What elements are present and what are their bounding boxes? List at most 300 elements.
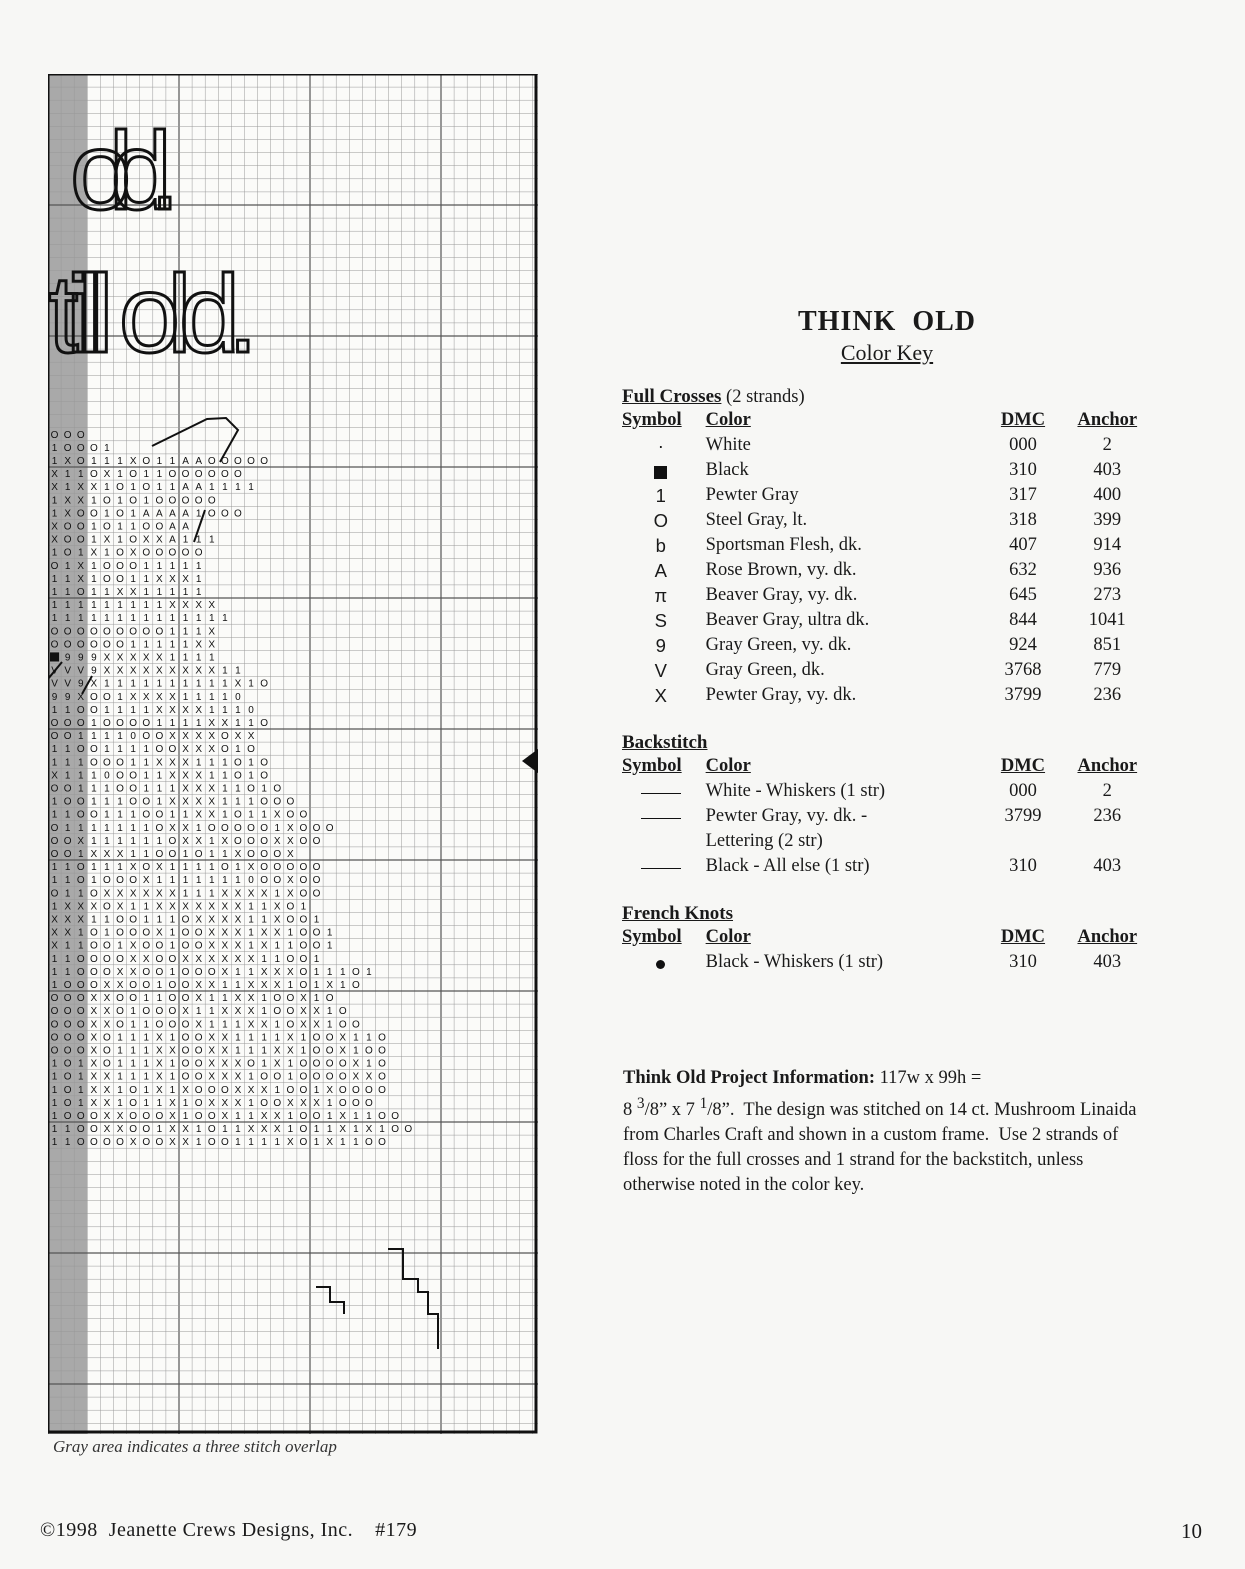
- stitch-symbol: O: [286, 901, 295, 913]
- table-header-row: [622, 925, 1152, 950]
- stitch-symbol: O: [63, 534, 72, 546]
- stitch-symbol: X: [352, 1071, 360, 1083]
- stitch-symbol: A: [182, 456, 189, 467]
- stitch-symbol: O: [286, 1019, 295, 1031]
- stitch-symbol: O: [129, 1111, 138, 1122]
- stitch-symbol: O: [378, 1137, 386, 1149]
- stitch-symbol: O: [338, 1097, 347, 1109]
- stitch-symbol: 1: [169, 626, 176, 638]
- stitch-symbol: O: [89, 927, 98, 939]
- stitch-symbol: X: [156, 862, 163, 874]
- stitch-symbol: 1: [91, 875, 97, 887]
- color-name: Black: [705, 460, 749, 480]
- stitch-symbol: O: [76, 639, 85, 651]
- stitch-symbol: O: [299, 1137, 308, 1149]
- stitch-symbol: 1: [143, 1045, 150, 1057]
- stitch-symbol: X: [129, 888, 137, 900]
- stitch-symbol: O: [63, 849, 72, 860]
- stitch-symbol: X: [103, 469, 111, 481]
- stitch-symbol: X: [273, 809, 281, 821]
- stitch-symbol: O: [129, 1097, 138, 1109]
- stitch-symbol: X: [90, 901, 98, 913]
- stitch-symbol: X: [365, 1071, 373, 1083]
- stitch-symbol: O: [391, 1124, 400, 1136]
- stitch-symbol: 1: [208, 1006, 215, 1018]
- stitch-symbol: O: [351, 966, 360, 978]
- stitch-symbol: O: [63, 1019, 72, 1031]
- stitch-symbol: X: [195, 809, 202, 821]
- stitch-symbol: 1: [339, 1137, 346, 1149]
- stitch-symbol: X: [116, 665, 124, 677]
- stitch-symbol: X: [195, 796, 202, 808]
- stitch-symbol: 1: [195, 1137, 202, 1149]
- stitch-symbol: 1: [64, 966, 71, 978]
- stitch-symbol: X: [51, 770, 58, 782]
- stitch-symbol: O: [76, 521, 85, 533]
- stitch-symbol: O: [116, 626, 124, 638]
- stitch-symbol: 1: [143, 639, 150, 651]
- symbol: 9: [655, 635, 666, 656]
- stitch-symbol: X: [51, 469, 58, 481]
- stitch-symbol: 1: [104, 600, 110, 612]
- stitch-symbol: X: [365, 1124, 373, 1136]
- stitch-symbol: 1: [51, 587, 58, 598]
- stitch-symbol: 1: [248, 482, 254, 494]
- stitch-symbol: X: [273, 1111, 281, 1122]
- stitch-symbol: 1: [313, 953, 320, 965]
- stitch-symbol: X: [260, 966, 268, 978]
- stitch-symbol: O: [129, 980, 138, 991]
- stitch-symbol: 1: [117, 456, 123, 467]
- stitch-symbol: O: [286, 914, 295, 926]
- stitch-symbol: O: [76, 442, 85, 454]
- stitch-symbol: 1: [248, 940, 254, 952]
- symbol: [622, 854, 700, 879]
- stitch-symbol: O: [116, 573, 124, 585]
- stitch-symbol: 1: [169, 966, 176, 978]
- stitch-symbol: 1: [143, 993, 150, 1005]
- stitch-symbol: O: [181, 1045, 190, 1057]
- stitch-symbol: 1: [208, 875, 215, 887]
- stitch-symbol: X: [142, 665, 150, 677]
- stitch-symbol: X: [234, 678, 242, 690]
- stitch-symbol: X: [103, 665, 111, 677]
- info-size-b-numerator: 1: [699, 1095, 708, 1112]
- stitch-symbol: O: [155, 744, 164, 756]
- stitch-symbol: O: [116, 993, 124, 1005]
- anchor-number: 851: [1093, 635, 1122, 655]
- stitch-symbol: 1: [169, 1084, 176, 1096]
- stitch-symbol: X: [90, 1032, 98, 1044]
- stitch-symbol: 1: [208, 482, 215, 494]
- stitch-symbol: O: [76, 993, 85, 1005]
- stitch-symbol: 1: [235, 966, 241, 978]
- stitch-symbol: 1: [195, 718, 202, 729]
- color-name: Steel Gray, lt.: [705, 510, 808, 530]
- stitch-symbol: 1: [326, 927, 333, 939]
- stitch-symbol: 1: [130, 849, 136, 860]
- stitch-symbol: O: [273, 993, 282, 1005]
- stitch-symbol: O: [76, 508, 85, 520]
- stitch-symbol: X: [182, 600, 189, 612]
- stitch-symbol: O: [142, 482, 151, 494]
- stitch-symbol: 1: [235, 980, 241, 991]
- stitch-symbol: O: [63, 1006, 72, 1018]
- stitch-symbol: [50, 652, 59, 661]
- stitch-symbol: O: [181, 469, 190, 481]
- stitch-symbol: X: [156, 1058, 163, 1070]
- stitch-symbol: 1: [117, 1032, 123, 1044]
- stitch-symbol: O: [155, 966, 164, 978]
- stitch-symbol: 1: [77, 770, 84, 782]
- stitch-symbol: O: [312, 927, 321, 939]
- stitch-symbol: 1: [156, 796, 163, 808]
- stitch-symbol: O: [194, 1084, 203, 1096]
- stitch-symbol: 0: [248, 704, 254, 716]
- stitch-symbol: X: [273, 980, 281, 991]
- stitch-symbol: X: [77, 495, 85, 507]
- stitch-symbol: X: [142, 875, 150, 887]
- stitch-symbol: X: [208, 639, 216, 651]
- stitch-symbol: X: [260, 927, 268, 939]
- stitch-symbol: 1: [313, 1084, 320, 1096]
- stitch-symbol: 1: [91, 534, 97, 546]
- stitch-symbol: 1: [130, 521, 136, 533]
- french-knots-section: [622, 903, 1152, 975]
- stitch-symbol: 1: [248, 1097, 254, 1109]
- stitch-symbol: 1: [117, 1084, 123, 1096]
- stitch-symbol: X: [221, 914, 229, 926]
- stitch-symbol: 1: [143, 573, 150, 585]
- backstitch-row: [622, 779, 1152, 804]
- stitch-symbol: X: [300, 1097, 307, 1109]
- stitch-symbol: 0: [104, 770, 110, 782]
- stitch-symbol: O: [76, 1111, 85, 1122]
- stitch-symbol: 1: [248, 914, 254, 926]
- stitch-symbol: X: [169, 1097, 176, 1109]
- stitch-symbol: O: [103, 691, 111, 703]
- stitch-symbol: O: [260, 718, 269, 729]
- stitch-symbol: O: [247, 783, 255, 795]
- stitch-symbol: O: [155, 626, 164, 638]
- stitch-symbol: O: [378, 1032, 386, 1044]
- color-name-line: Pewter Gray, vy. dk. -: [705, 806, 868, 826]
- info-size-b-rest: /8”. The design was stitched on 14 ct.: [707, 1100, 990, 1121]
- stitch-symbol: A: [156, 508, 163, 520]
- stitch-symbol: O: [378, 1084, 386, 1096]
- stitch-symbol: X: [90, 1045, 98, 1057]
- stitch-symbol: 1: [222, 875, 228, 887]
- stitch-symbol: 1: [91, 718, 97, 729]
- stitch-symbol: O: [247, 835, 255, 847]
- stitch-symbol: 1: [169, 783, 176, 795]
- stitch-symbol: X: [129, 953, 137, 965]
- stitch-symbol: 1: [169, 482, 176, 494]
- key-subtitle: Color Key: [840, 340, 934, 365]
- stitch-symbol: 1: [156, 993, 163, 1005]
- stitch-symbol: O: [142, 980, 151, 991]
- stitch-symbol: X: [116, 888, 124, 900]
- stitch-symbol: O: [273, 1097, 282, 1109]
- stitch-symbol: 1: [130, 678, 136, 690]
- stitch-symbol: O: [207, 495, 216, 507]
- stitch-symbol: 1: [117, 1045, 123, 1057]
- stitch-symbol: 1: [235, 704, 241, 716]
- stitch-symbol: O: [50, 639, 59, 651]
- stitch-symbol: 1: [169, 862, 176, 874]
- anchor-number: 936: [1093, 560, 1122, 580]
- stitch-symbol: 1: [64, 560, 71, 572]
- stitch-symbol: O: [63, 442, 72, 454]
- stitch-symbol: 1: [182, 691, 189, 703]
- stitch-symbol: 1: [91, 796, 97, 808]
- stitch-symbol: O: [76, 1137, 85, 1149]
- stitch-symbol: O: [234, 770, 242, 782]
- stitch-symbol: X: [182, 953, 189, 965]
- stitch-symbol: X: [103, 1124, 111, 1136]
- stitch-symbol: O: [155, 809, 164, 821]
- stitch-symbol: 1: [326, 940, 333, 952]
- stitch-symbol: A: [169, 534, 176, 546]
- stitch-symbol: O: [142, 626, 151, 638]
- stitch-symbol: O: [103, 639, 111, 651]
- stitch-symbol: O: [234, 508, 242, 520]
- stitch-symbol: O: [378, 1071, 386, 1083]
- symbol: A: [654, 560, 667, 581]
- stitch-symbol: X: [326, 1137, 333, 1149]
- symbol: [622, 950, 700, 975]
- stitch-symbol: 1: [117, 678, 123, 690]
- stitch-symbol: O: [260, 678, 269, 690]
- stitch-symbol: 1: [235, 1137, 241, 1149]
- stitch-symbol: X: [195, 980, 202, 991]
- stitch-symbol: X: [182, 744, 189, 756]
- stitch-symbol: 1: [91, 835, 97, 847]
- stitch-symbol: 1: [104, 862, 110, 874]
- stitch-symbol: O: [338, 1058, 347, 1070]
- stitch-symbol: 1: [222, 665, 228, 677]
- stitch-symbol: X: [273, 966, 281, 978]
- anchor-number: 403: [1093, 856, 1122, 876]
- stitch-symbol: 1: [182, 849, 189, 860]
- stitch-symbol: O: [194, 469, 203, 481]
- stitch-symbol: O: [116, 953, 124, 965]
- stitch-symbol: O: [234, 822, 242, 834]
- stitch-symbol: 1: [235, 1124, 241, 1136]
- stitch-symbol: X: [352, 1058, 360, 1070]
- stitch-symbol: X: [116, 587, 124, 598]
- stitch-symbol: O: [181, 1032, 190, 1044]
- stitch-symbol: O: [63, 835, 72, 847]
- stitch-symbol: X: [300, 1019, 307, 1031]
- stitch-symbol: O: [116, 783, 124, 795]
- stitch-symbol: O: [181, 495, 190, 507]
- stitch-symbol: O: [76, 744, 85, 756]
- stitch-symbol: 1: [117, 704, 123, 716]
- stitch-symbol: 1: [117, 534, 123, 546]
- stitch-symbol: O: [273, 862, 282, 874]
- stitch-symbol: O: [351, 1084, 360, 1096]
- stitch-symbol: 1: [51, 953, 58, 965]
- stitch-symbol: X: [156, 1045, 163, 1057]
- anchor-number: 399: [1093, 510, 1122, 530]
- header-color: Color: [705, 756, 751, 776]
- stitch-symbol: 1: [64, 875, 71, 887]
- stitch-symbol: 1: [208, 993, 215, 1005]
- stitch-symbol: 1: [51, 796, 58, 808]
- black-square-icon: [654, 466, 667, 479]
- stitch-symbol: X: [169, 1045, 176, 1057]
- stitch-symbol: 1: [64, 1137, 71, 1149]
- backstitch-heading: Backstitch: [622, 732, 708, 753]
- stitch-symbol: 1: [156, 1124, 163, 1136]
- stitch-symbol: O: [116, 770, 124, 782]
- stitch-symbol: O: [116, 718, 124, 729]
- full-cross-row: [622, 533, 1152, 558]
- stitch-symbol: X: [51, 914, 58, 926]
- stitch-symbol: 1: [261, 1032, 267, 1044]
- stitch-symbol: X: [221, 927, 229, 939]
- stitch-symbol: 1: [169, 613, 176, 625]
- stitch-symbol: X: [90, 482, 98, 494]
- stitch-symbol: X: [156, 573, 163, 585]
- color-name: [700, 779, 984, 804]
- stitch-symbol: O: [50, 1019, 59, 1031]
- stitch-symbol: O: [89, 1137, 98, 1149]
- color-name: [700, 804, 984, 854]
- stitch-symbol: 1: [130, 639, 136, 651]
- stitch-symbol: 1: [51, 442, 58, 454]
- stitch-symbol: O: [142, 862, 151, 874]
- backstitch-section: [622, 732, 1152, 879]
- stitch-symbol: 1: [77, 1084, 84, 1096]
- dmc-number: 310: [1009, 460, 1037, 480]
- stitch-symbol: 1: [195, 691, 202, 703]
- stitch-symbol: O: [207, 822, 216, 834]
- stitch-symbol: X: [103, 993, 111, 1005]
- stitch-symbol: O: [63, 1084, 72, 1096]
- stitch-symbol: X: [116, 652, 124, 664]
- stitch-symbol: X: [195, 731, 202, 743]
- stitch-symbol: 1: [51, 1058, 58, 1070]
- stitch-symbol: 1: [51, 862, 58, 874]
- stitch-symbol: O: [155, 822, 164, 834]
- stitch-symbol: 1: [235, 744, 241, 756]
- table-header-row: [622, 754, 1152, 779]
- stitch-symbol: X: [90, 1058, 98, 1070]
- stitch-symbol: 1: [274, 822, 281, 834]
- stitch-symbol: O: [260, 862, 269, 874]
- stitch-symbol: O: [404, 1124, 413, 1136]
- stitch-symbol: X: [221, 966, 229, 978]
- stitch-symbol: X: [208, 1097, 216, 1109]
- stitch-symbol: 1: [313, 914, 320, 926]
- stitch-symbol: 1: [51, 600, 58, 612]
- stitch-symbol: X: [247, 862, 255, 874]
- stitch-symbol: O: [220, 744, 229, 756]
- stitch-symbol: O: [142, 1137, 151, 1149]
- stitch-symbol: O: [50, 718, 59, 729]
- stitch-symbol: X: [247, 980, 255, 991]
- stitch-symbol: X: [103, 1097, 111, 1109]
- stitch-symbol: X: [208, 809, 216, 821]
- stitch-symbol: O: [365, 1045, 373, 1057]
- stitch-symbol: O: [365, 1084, 373, 1096]
- stitch-symbol: 1: [64, 822, 71, 834]
- stitch-symbol: O: [89, 626, 98, 638]
- header-anchor: Anchor: [1077, 756, 1138, 776]
- stitch-symbol: 1: [143, 849, 150, 860]
- stitch-symbol: O: [155, 940, 164, 952]
- color-name: Black - Whiskers (1 str): [705, 952, 884, 972]
- stitch-symbol: X: [103, 1019, 111, 1031]
- stitch-symbol: O: [142, 809, 151, 821]
- anchor-number: 2: [1102, 435, 1112, 455]
- stitch-symbol: X: [234, 1058, 242, 1070]
- stitch-symbol: 1: [117, 1071, 123, 1083]
- stitch-symbol: O: [129, 626, 138, 638]
- stitch-symbol: 1: [287, 927, 294, 939]
- stitch-symbol: 1: [274, 953, 281, 965]
- stitch-symbol: X: [169, 731, 176, 743]
- anchor-number: 236: [1093, 685, 1122, 705]
- stitch-symbol: 1: [235, 665, 241, 677]
- stitch-symbol: 1: [235, 1111, 241, 1122]
- stitch-symbol: 1: [64, 704, 71, 716]
- stitch-symbol: 1: [77, 1097, 84, 1109]
- stitch-symbol: 1: [77, 1058, 84, 1070]
- stitch-symbol: O: [338, 1019, 347, 1031]
- stitch-symbol: O: [260, 875, 269, 887]
- stitch-symbol: 1: [143, 822, 150, 834]
- stitch-symbol: O: [89, 980, 98, 991]
- header-dmc: DMC: [1000, 927, 1046, 947]
- stitch-symbol: O: [89, 953, 98, 965]
- stitch-symbol: O: [286, 796, 295, 808]
- stitch-symbol: O: [50, 1006, 59, 1018]
- stitch-symbol: O: [260, 822, 269, 834]
- stitch-symbol: X: [182, 573, 189, 585]
- stitch-symbol: 1: [195, 652, 202, 664]
- stitch-symbol: O: [76, 429, 85, 441]
- stitch-symbol: O: [207, 1111, 216, 1122]
- stitch-symbol: X: [260, 1124, 268, 1136]
- stitch-symbol: O: [325, 1045, 334, 1057]
- stitch-symbol: O: [260, 1097, 269, 1109]
- stitch-symbol: 1: [182, 639, 189, 651]
- stitch-symbol: O: [168, 953, 177, 965]
- stitch-symbol: 1: [64, 482, 71, 494]
- stitch-symbol: O: [129, 560, 138, 572]
- stitch-symbol: X: [156, 757, 163, 769]
- stitch-symbol: 1: [104, 547, 110, 559]
- color-name: White: [705, 435, 751, 455]
- stitch-symbol: 1: [104, 822, 110, 834]
- header-color: Color: [705, 927, 751, 947]
- stitch-symbol: 1: [51, 613, 58, 625]
- stitch-symbol: V: [64, 665, 71, 677]
- stitch-symbol: X: [273, 901, 281, 913]
- stitch-symbol: 1: [353, 1111, 359, 1122]
- stitch-symbol: X: [247, 1019, 255, 1031]
- stitch-symbol: X: [103, 1111, 111, 1122]
- stitch-symbol: A: [142, 508, 150, 520]
- backstitch-table: [622, 754, 1152, 879]
- stitch-symbol: O: [207, 1137, 216, 1149]
- stitch-symbol: X: [195, 914, 202, 926]
- stitch-symbol: 1: [51, 1111, 58, 1122]
- stitch-symbol: 1: [182, 875, 189, 887]
